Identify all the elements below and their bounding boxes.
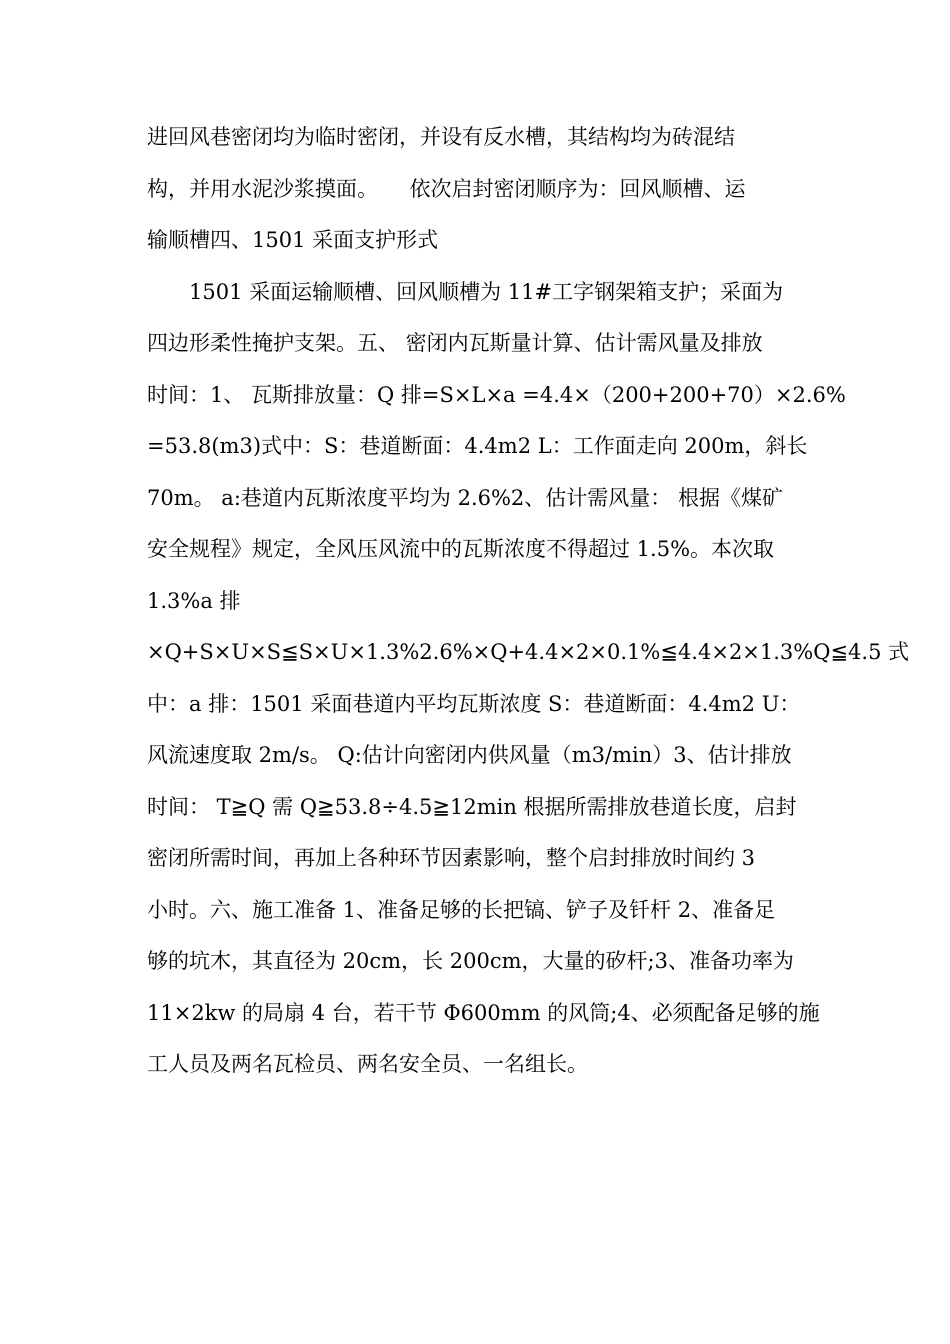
text-line: 构，并用水泥沙浆摸面。 依次启封密闭顺序为：回风顺槽、运 bbox=[147, 176, 746, 201]
text-line: 工人员及两名瓦检员、两名安全员、一名组长。 bbox=[147, 1052, 588, 1076]
text-line: 小时。六、施工准备 1、准备足够的长把镐、铲子及钎杆 2、准备足 bbox=[147, 897, 776, 922]
text-line: 安全规程》规定，全风压风流中的瓦斯浓度不得超过 1.5%。本次取 bbox=[147, 537, 775, 561]
text-line: =53.8(m3)式中：S：巷道断面：4.4m2 L：工作面走向 200m，斜长 bbox=[147, 434, 808, 458]
text-line: 11×2kw 的局扇 4 台，若干节 Φ600mm 的风筒;4、必须配备足够的施 bbox=[147, 1000, 820, 1025]
text-line: 1.3%a 排 bbox=[147, 588, 241, 613]
text-line: 密闭所需时间，再加上各种环节因素影响，整个启封排放时间约 3 bbox=[147, 846, 756, 870]
text-line: ×Q+S×U×S≦S×U×1.3%2.6%×Q+4.4×2×0.1%≦4.4×2×1.3%Q≦4.5 式 bbox=[147, 640, 910, 664]
body-text bbox=[147, 112, 910, 1091]
text-line: 时间： T≧Q 需 Q≧53.8÷4.5≧12min 根据所需排放巷道长度，启封 bbox=[147, 794, 797, 819]
text-line: 够的坑木，其直径为 20cm，长 200cm，大量的矽杆;3、准备功率为 bbox=[147, 949, 794, 973]
text-line: 中：a 排：1501 采面巷道内平均瓦斯浓度 S：巷道断面：4.4m2 U： bbox=[147, 691, 801, 716]
text-line: 风流速度取 2m/s。 Q:估计向密闭内供风量（m3/min）3、估计排放 bbox=[147, 743, 792, 767]
text-line: 进回风巷密闭均为临时密闭，并设有反水槽，其结构均为砖混结 bbox=[147, 125, 735, 149]
text-line: 1501 采面运输顺槽、回风顺槽为 11#工字钢架箱支护；采面为 bbox=[189, 279, 784, 304]
text-line: 四边形柔性掩护支架。五、 密闭内瓦斯量计算、估计需风量及排放 bbox=[147, 331, 763, 355]
text-line: 输顺槽四、1501 采面支护形式 bbox=[147, 228, 439, 252]
text-line: 时间：1、 瓦斯排放量：Q 排=S×L×a =4.4×（200+200+70）×2.6% bbox=[147, 382, 846, 407]
text-line: 70m。 a:巷道内瓦斯浓度平均为 2.6%2、估计需风量： 根据《煤矿 bbox=[147, 485, 783, 510]
